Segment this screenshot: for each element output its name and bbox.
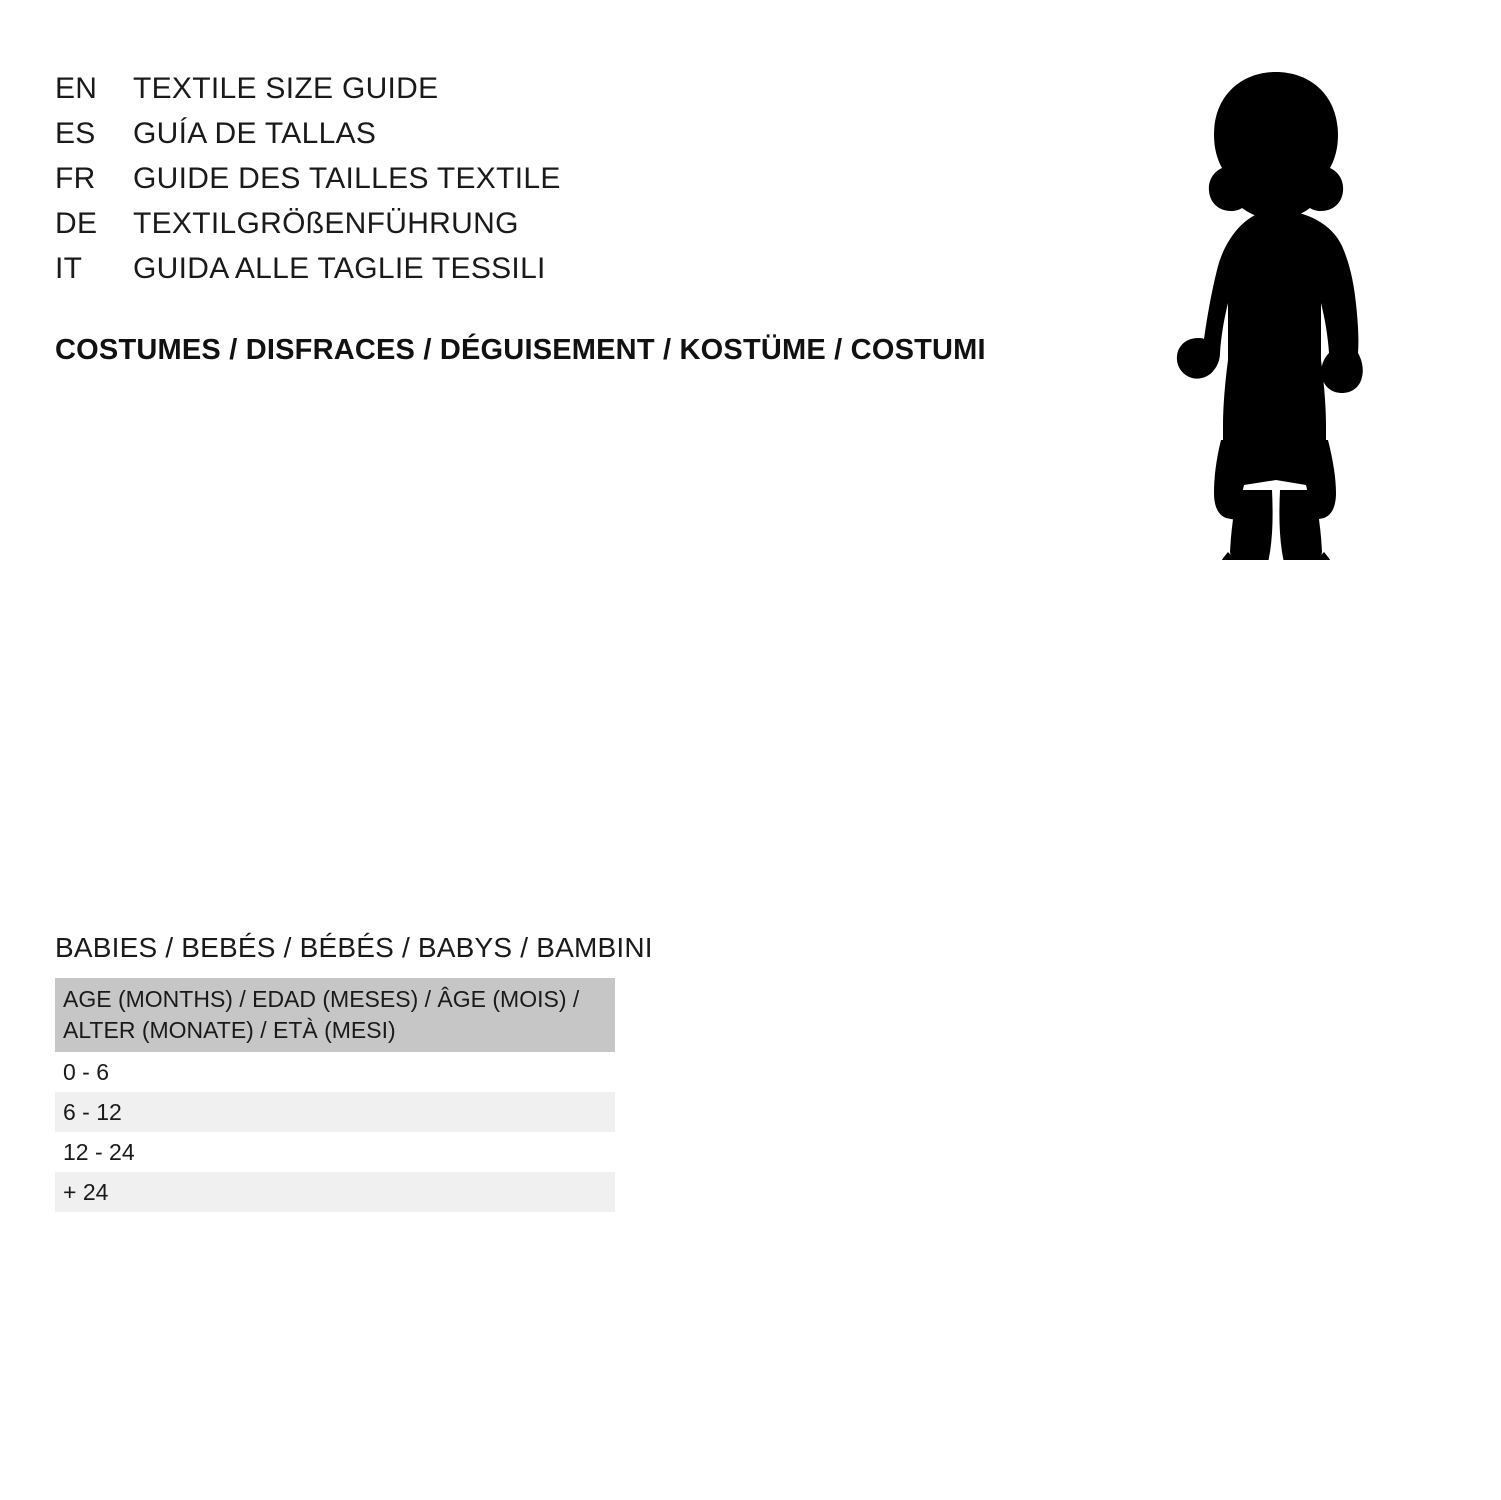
language-text-es: GUÍA DE TALLAS [133, 117, 377, 150]
size-table [55, 978, 615, 1212]
language-list [55, 72, 955, 297]
language-code-es: ES [55, 117, 96, 150]
language-code-de: DE [55, 207, 98, 240]
language-code-fr: FR [55, 162, 96, 195]
age-range-value: 6 - 12 [55, 1092, 615, 1132]
language-row-fr [55, 162, 955, 207]
category-heading: COSTUMES / DISFRACES / DÉGUISEMENT / KOSTÜME / COSTUMI [55, 334, 986, 366]
size-table-header-row [55, 978, 615, 1052]
language-code-en: EN [55, 72, 98, 105]
size-table-title: BABIES / BEBÉS / BÉBÉS / BABYS / BAMBINI [55, 932, 653, 963]
age-range-value: 0 - 6 [55, 1052, 615, 1092]
language-text-en: TEXTILE SIZE GUIDE [133, 72, 439, 105]
table-row [55, 1172, 615, 1212]
language-row-es [55, 117, 955, 162]
size-table-section [55, 932, 653, 1212]
language-text-de: TEXTILGRÖßENFÜHRUNG [133, 207, 519, 240]
baby-silhouette-icon [1110, 60, 1440, 560]
language-text-it: GUIDA ALLE TAGLIE TESSILI [133, 252, 546, 285]
column-header-age: AGE (MONTHS) / EDAD (MESES) / ÂGE (MOIS) / ALTER (MONATE) / ETÀ (MESI) [55, 978, 615, 1052]
table-row [55, 1092, 615, 1132]
table-row [55, 1132, 615, 1172]
language-code-it: IT [55, 252, 83, 285]
age-range-value: 12 - 24 [55, 1132, 615, 1172]
language-row-en [55, 72, 955, 117]
language-row-it [55, 252, 955, 297]
age-range-value: + 24 [55, 1172, 615, 1212]
size-table-head [55, 978, 615, 1052]
language-row-de [55, 207, 955, 252]
size-table-body [55, 1052, 615, 1212]
language-text-fr: GUIDE DES TAILLES TEXTILE [133, 162, 561, 195]
table-row [55, 1052, 615, 1092]
